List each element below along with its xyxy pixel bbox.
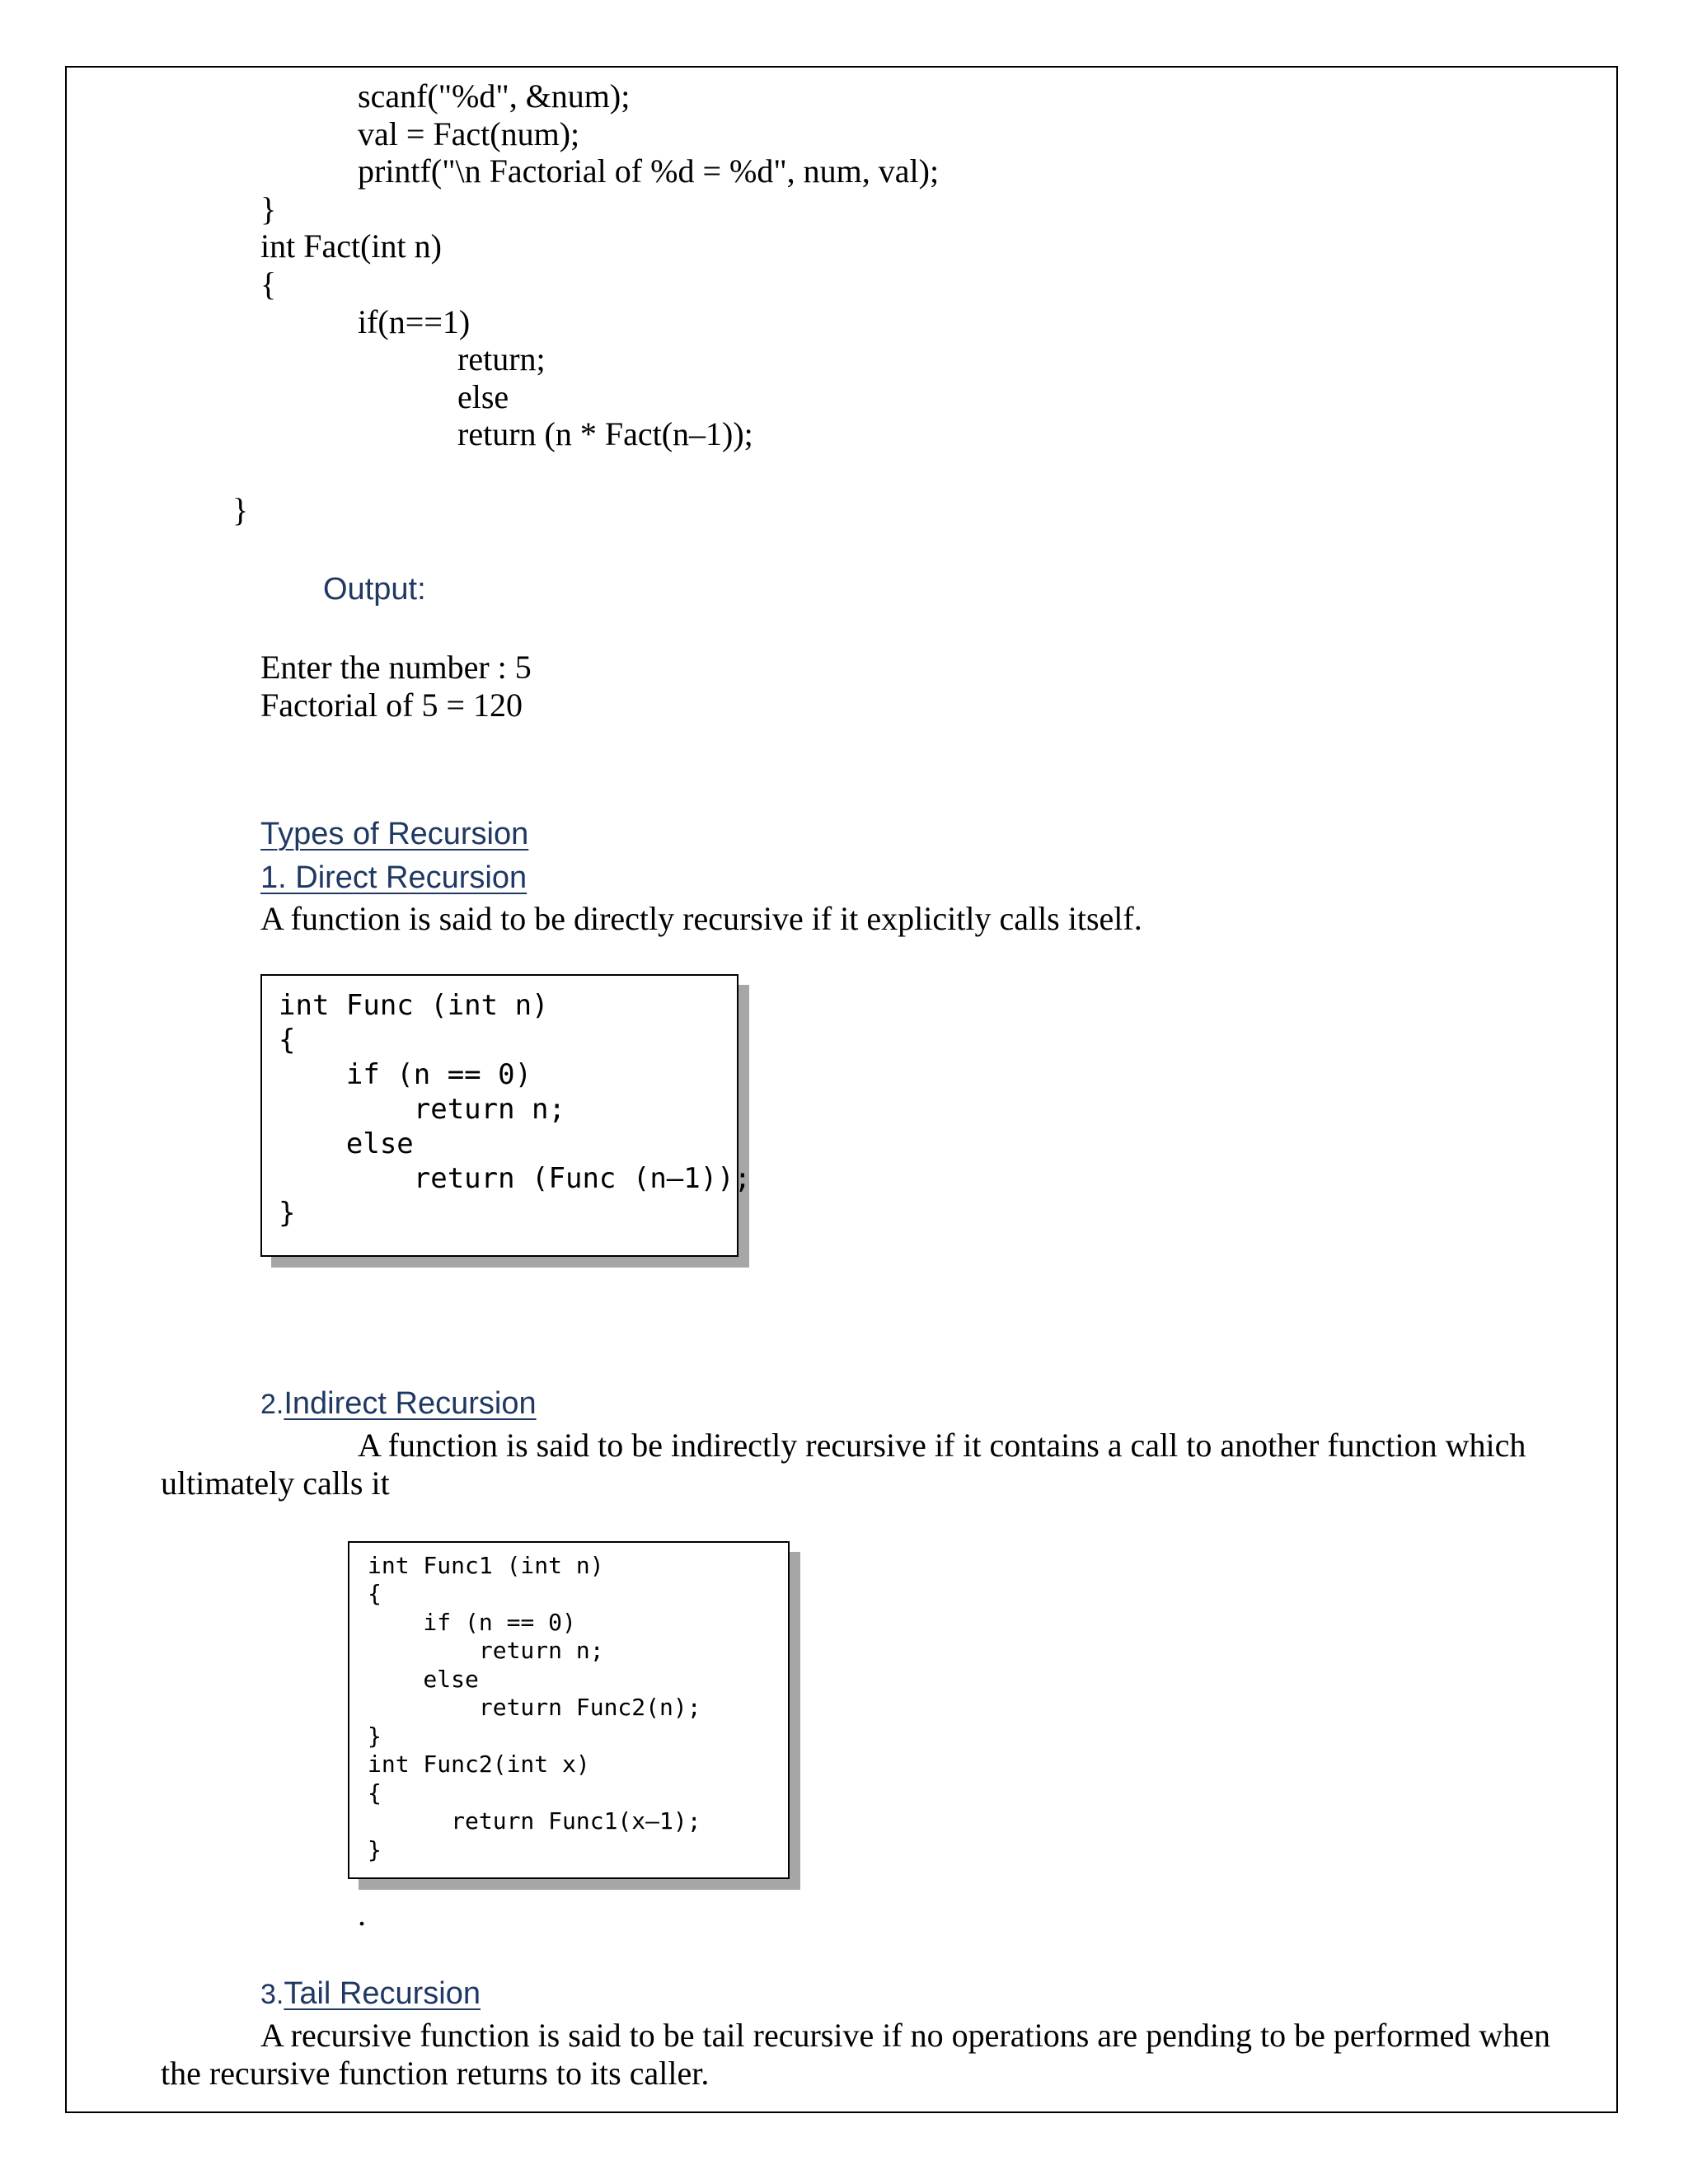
indirect-recursion-text-continued: ultimately calls it — [161, 1465, 390, 1502]
code-return-recursive-line: return (n * Fact(n–1)); — [457, 415, 753, 452]
indirect-recursion-heading — [260, 1385, 537, 1423]
code-line: return (Func (n–1)); — [279, 1162, 752, 1195]
stray-dot: . — [358, 1896, 366, 1933]
code-close-brace: } — [260, 190, 277, 227]
code-return-line: return; — [457, 340, 546, 377]
code-line: return n; — [368, 1637, 604, 1664]
code-line: if (n == 0) — [368, 1609, 576, 1636]
indirect-recursion-title: Indirect Recursion — [284, 1386, 537, 1421]
code-line: } — [279, 1197, 296, 1230]
code-line: } — [368, 1836, 382, 1863]
code-final-brace: } — [232, 491, 249, 528]
code-line: int Func2(int x) — [368, 1750, 590, 1778]
direct-recursion-code-box — [260, 974, 752, 1257]
code-scanf-line: scanf("%d", &num); — [358, 77, 631, 115]
code-line: { — [279, 1024, 296, 1057]
code-val-line: val = Fact(num); — [358, 115, 580, 152]
code-line: } — [368, 1722, 382, 1750]
indirect-recursion-code-box — [348, 1541, 790, 1879]
code-line: return Func2(n); — [368, 1694, 701, 1721]
tail-recursion-text-continued: the recursive function returns to its caller. — [161, 2055, 710, 2092]
output-label: Output: — [323, 572, 426, 607]
code-printf-line: printf("\n Factorial of %d = %d", num, val); — [358, 152, 940, 190]
code-open-brace: { — [260, 265, 277, 302]
code-else-line: else — [457, 378, 509, 415]
code-line: { — [368, 1779, 382, 1807]
code-line: else — [368, 1666, 479, 1693]
indirect-recursion-number: 2. — [260, 1389, 284, 1420]
code-if-line: if(n==1) — [358, 303, 471, 340]
code-line: if (n == 0) — [279, 1058, 532, 1091]
tail-recursion-title: Tail Recursion — [284, 1976, 481, 2011]
direct-recursion-heading: 1. Direct Recursion — [260, 860, 528, 895]
direct-recursion-text: A function is said to be directly recursive if it explicitly calls itself. — [260, 900, 1142, 937]
tail-recursion-heading — [260, 1975, 481, 2013]
types-of-recursion-heading: Types of Recursion — [260, 817, 529, 851]
code-line: int Func (int n) — [279, 989, 549, 1022]
code-line: else — [279, 1127, 414, 1160]
code-line: return n; — [279, 1093, 565, 1126]
output-line-2: Factorial of 5 = 120 — [260, 687, 523, 724]
tail-recursion-number: 3. — [260, 1979, 284, 2010]
code-line: int Func1 (int n) — [368, 1552, 604, 1579]
code-fact-signature: int Fact(int n) — [260, 227, 442, 265]
code-line: { — [368, 1580, 382, 1607]
code-line: return Func1(x–1); — [368, 1807, 701, 1835]
indirect-recursion-text: A function is said to be indirectly recursive if it contains a call to another function which — [358, 1427, 1526, 1464]
output-line-1: Enter the number : 5 — [260, 649, 532, 686]
tail-recursion-text: A recursive function is said to be tail recursive if no operations are pending to be performed when — [260, 2017, 1551, 2054]
